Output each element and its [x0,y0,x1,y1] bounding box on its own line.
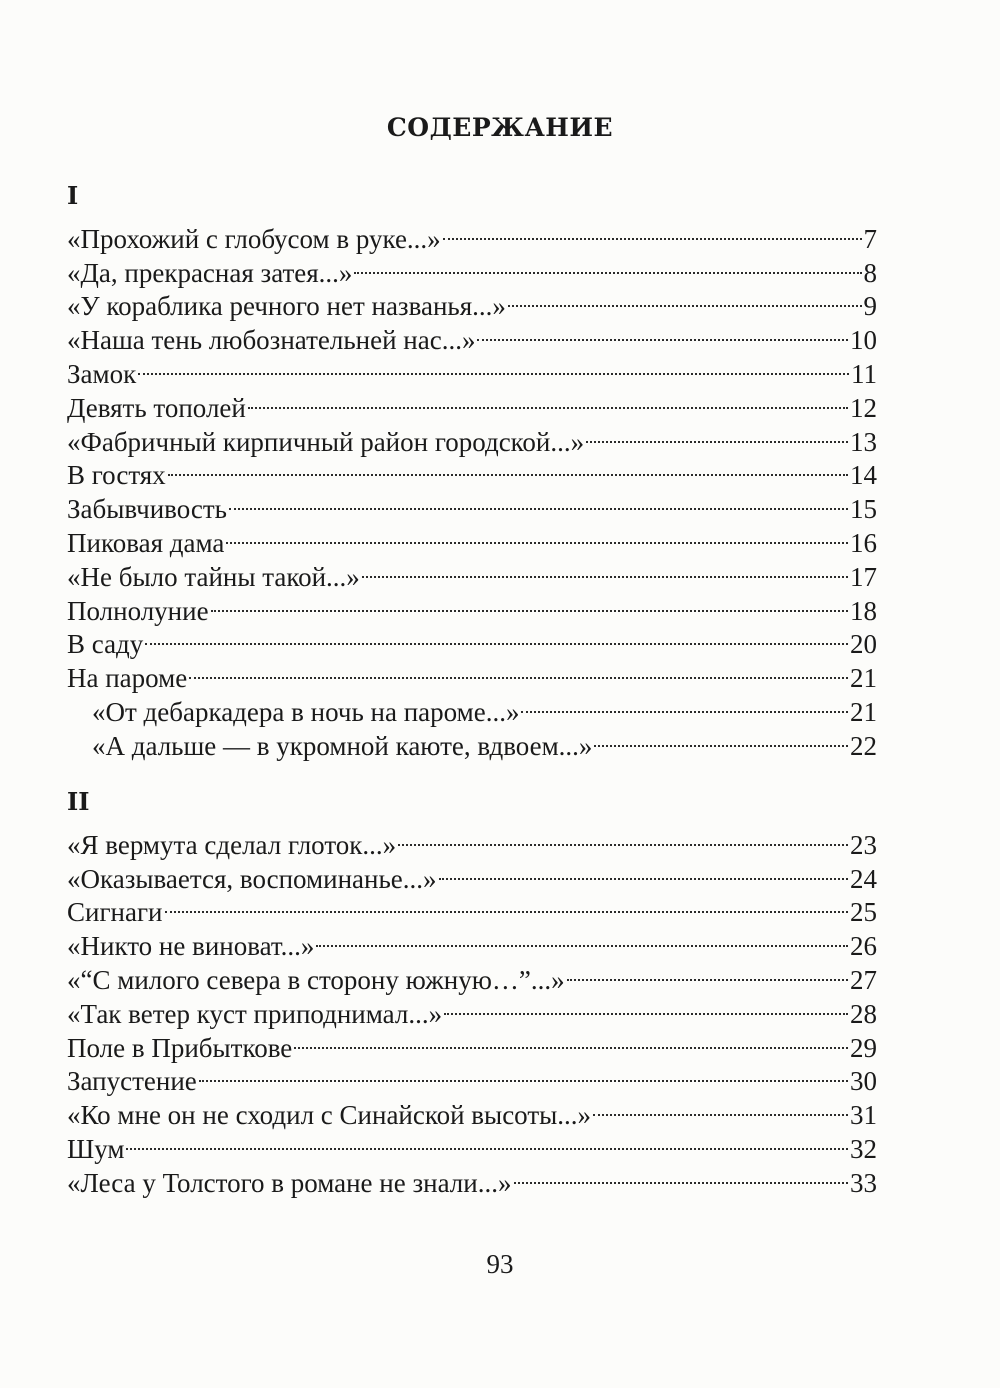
toc-entry-page: 21 [850,696,877,727]
toc-entry-title: «Фабричный кирпичный район городской...» [67,426,585,457]
dot-leader [586,417,848,451]
dot-leader [168,451,848,485]
toc-entry-title: «Наша тень любознательней нас...» [67,325,476,356]
toc-entry-title: «Так ветер куст приподнимал...» [67,998,443,1029]
dot-leader [165,888,849,922]
toc-entry-title: «Не было тайны такой...» [67,561,360,592]
toc-entry-title: «Ко мне он не сходил с Синайской высоты...» [67,1100,592,1131]
toc-entry-page: 14 [850,460,877,491]
toc-entry-title: «От дебаркадера в ночь на пароме...» [92,696,520,727]
toc-entry [67,921,877,962]
toc-entry [67,214,877,254]
toc-entry-page: 18 [850,595,877,626]
dot-leader [398,820,848,854]
dot-leader [439,854,848,888]
page-title: СОДЕРЖАНИЕ [386,113,614,142]
toc-entry-title: «У кораблика речного нет названья...» [67,291,506,322]
toc-entry-title: «Леса у Толстого в романе не знали...» [67,1167,512,1198]
toc-entry-page: 16 [850,527,877,558]
toc-entry-page: 7 [863,223,877,254]
toc-entry [67,349,877,389]
toc-entry-page: 22 [850,730,877,761]
toc-entry-title: «А дальше — в укромной каюте, вдвоем...» [92,730,593,761]
toc-entry-title: Девять тополей [67,392,246,423]
toc-entry-page: 30 [850,1066,877,1097]
dot-leader [521,687,848,721]
toc-entry-page: 23 [850,829,877,860]
toc-entry [67,620,877,660]
toc-entry-page: 24 [850,863,877,894]
toc-entry [67,687,877,727]
toc-entry-page: 31 [850,1100,877,1131]
dot-leader [229,484,848,518]
dot-leader [567,955,848,989]
toc-entry-title: Полнолуние [67,595,209,626]
toc-entry-page: 20 [850,629,877,660]
toc-entry-title: Сигнаги [67,897,163,928]
dot-leader [126,1124,848,1158]
toc-section-1 [67,178,877,761]
dot-leader [508,282,862,316]
toc-entry-title: «Я вермута сделал глоток...» [67,829,397,860]
toc-entry [67,653,877,694]
dot-leader [294,1023,848,1057]
toc-entry-title: Замок [67,358,137,389]
toc-entry-page: 9 [863,291,877,322]
toc-list [67,214,877,761]
dot-leader [354,248,861,282]
toc-entry [67,888,877,928]
dot-leader [593,1090,848,1124]
dot-leader [138,349,849,383]
toc-entry-page: 25 [850,897,877,928]
dot-leader [514,1158,849,1192]
toc-entry-page: 27 [850,964,877,995]
section-label: I [67,181,79,210]
page-number: 93 [486,1249,514,1279]
toc-entry-page: 8 [863,257,877,288]
toc-entry-page: 28 [850,998,877,1029]
toc-entry-page: 15 [850,494,877,525]
toc-entry-page: 12 [850,392,877,423]
dot-leader [145,620,848,654]
dot-leader [594,721,848,755]
toc-entry [67,1124,877,1164]
dot-leader [362,552,848,586]
toc-entry-title: В гостях [67,460,166,491]
toc-entry-page: 33 [850,1167,877,1198]
toc-entry-title: Шум [67,1133,125,1164]
toc-entry-page: 10 [850,325,877,356]
toc-entry-page: 21 [850,663,877,694]
toc-entry-title: Забывчивость [67,494,227,525]
toc-entry-title: «Да, прекрасная затея...» [67,257,353,288]
toc-entry-page: 17 [850,561,877,592]
toc-entry [67,383,877,423]
toc-entry-title: «Прохожий с глобусом в руке...» [67,223,441,254]
toc-entry-title: На пароме [67,663,188,694]
toc-entry-title: Пиковая дама [67,527,225,558]
toc-entry-title: «Никто не виноват...» [67,931,315,962]
toc-entry-title: Запустение [67,1066,197,1097]
toc-entry-title: Поле в Прибыткове [67,1032,293,1063]
dot-leader [248,383,848,417]
toc-entry [67,451,877,491]
toc-entry-title: «Оказывается, воспоминанье...» [67,863,437,894]
dot-leader [316,921,848,955]
toc-entry [67,1158,877,1198]
toc-entry-title: В саду [67,629,144,660]
toc-list [67,820,877,1198]
dot-leader [226,518,848,552]
section-label: II [67,787,90,816]
toc-entry-page: 11 [851,358,877,389]
toc-entry-page: 26 [850,931,877,962]
dot-leader [189,653,848,687]
toc-section-2 [67,784,877,1198]
toc-entry-page: 29 [850,1032,877,1063]
toc-entry-page: 32 [850,1133,877,1164]
toc-entry [67,820,877,860]
toc-entry [67,484,877,525]
dot-leader [477,315,848,349]
dot-leader [444,989,848,1023]
dot-leader [199,1057,848,1091]
dot-leader [443,214,862,248]
dot-leader [211,586,848,620]
toc-entry-page: 13 [850,426,877,457]
toc-entry-title: «“С милого севера в сторону южную…”...» [67,964,565,995]
